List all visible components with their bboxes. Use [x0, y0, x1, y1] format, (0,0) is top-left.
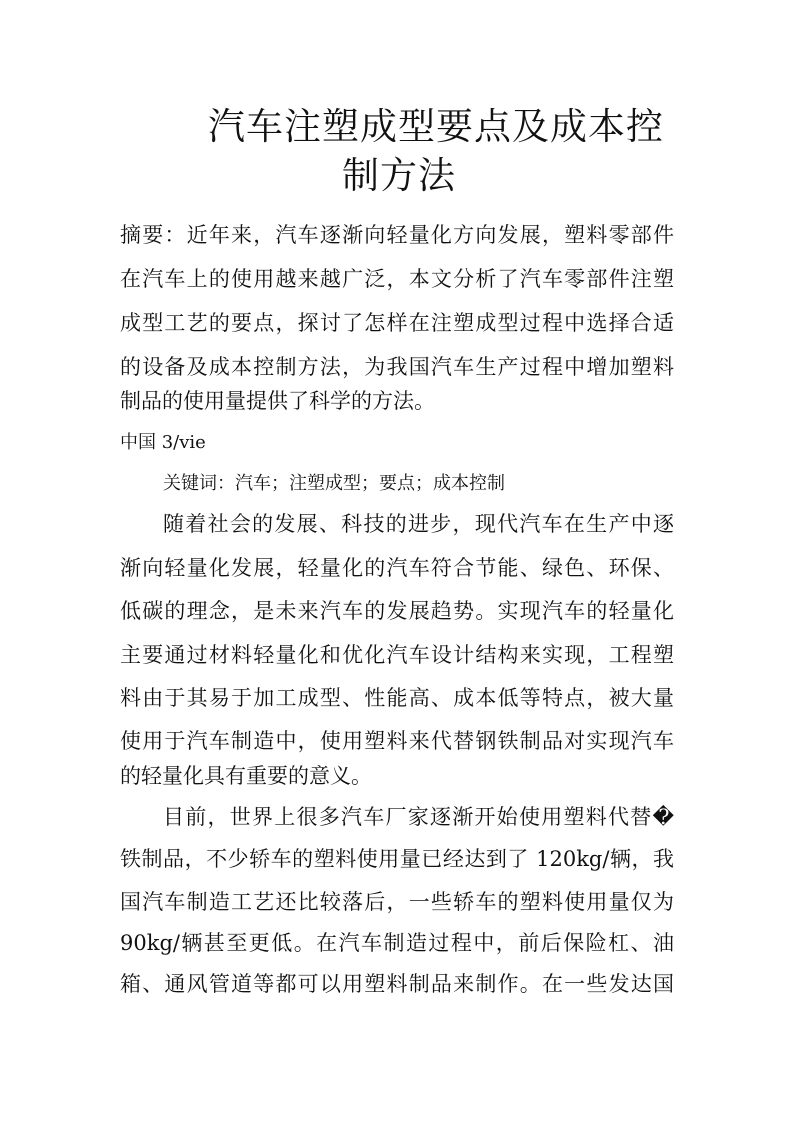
paragraph-2-line-1: 目前，世界上很多汽车厂家逐渐开始使用塑料代替�	[163, 805, 674, 829]
classification-number: 中国 3/vie	[120, 432, 206, 453]
paragraph-1-line-7: 的轻量化具有重要的意义。	[120, 764, 372, 788]
abstract-line-5: 制品的使用量提供了科学的方法。	[120, 389, 435, 413]
paragraph-2-line-4: 90kg/辆甚至更低。在汽车制造过程中，前后保险杠、油	[120, 931, 674, 955]
abstract-line-4: 的设备及成本控制方法，为我国汽车生产过程中增加塑料	[120, 355, 674, 379]
paragraph-1-line-6: 使用于汽车制造中，使用塑料来代替钢铁制品对实现汽车	[120, 729, 674, 753]
abstract-line-1: 摘要：近年来，汽车逐渐向轻量化方向发展，塑料零部件	[120, 223, 674, 247]
paragraph-1-line-1: 随着社会的发展、科技的进步，现代汽车在生产中逐	[163, 512, 674, 536]
abstract-line-2: 在汽车上的使用越来越广泛，本文分析了汽车零部件注塑	[120, 267, 674, 291]
paragraph-2-line-2: 铁制品，不少轿车的塑料使用量已经达到了 120kg/辆，我	[120, 847, 674, 871]
keywords: 关键词：汽车；注塑成型；要点；成本控制	[163, 473, 505, 494]
abstract-line-3: 成型工艺的要点，探讨了怎样在注塑成型过程中选择合适	[120, 311, 674, 335]
paragraph-1-line-3: 低碳的理念，是未来汽车的发展趋势。实现汽车的轻量化	[120, 599, 674, 623]
document-title-line-2: 制方法	[342, 154, 456, 197]
paragraph-1-line-4: 主要通过材料轻量化和优化汽车设计结构来实现，工程塑	[120, 643, 674, 667]
paragraph-2-line-5: 箱、通风管道等都可以用塑料制品来制作。在一些发达国	[120, 972, 674, 996]
document-title-line-1: 汽车注塑成型要点及成本控	[208, 105, 664, 148]
paragraph-2-line-3: 国汽车制造工艺还比较落后，一些轿车的塑料使用量仅为	[120, 890, 674, 914]
paragraph-1-line-2: 渐向轻量化发展，轻量化的汽车符合节能、绿色、环保、	[120, 556, 674, 580]
paragraph-1-line-5: 料由于其易于加工成型、性能高、成本低等特点，被大量	[120, 686, 674, 710]
